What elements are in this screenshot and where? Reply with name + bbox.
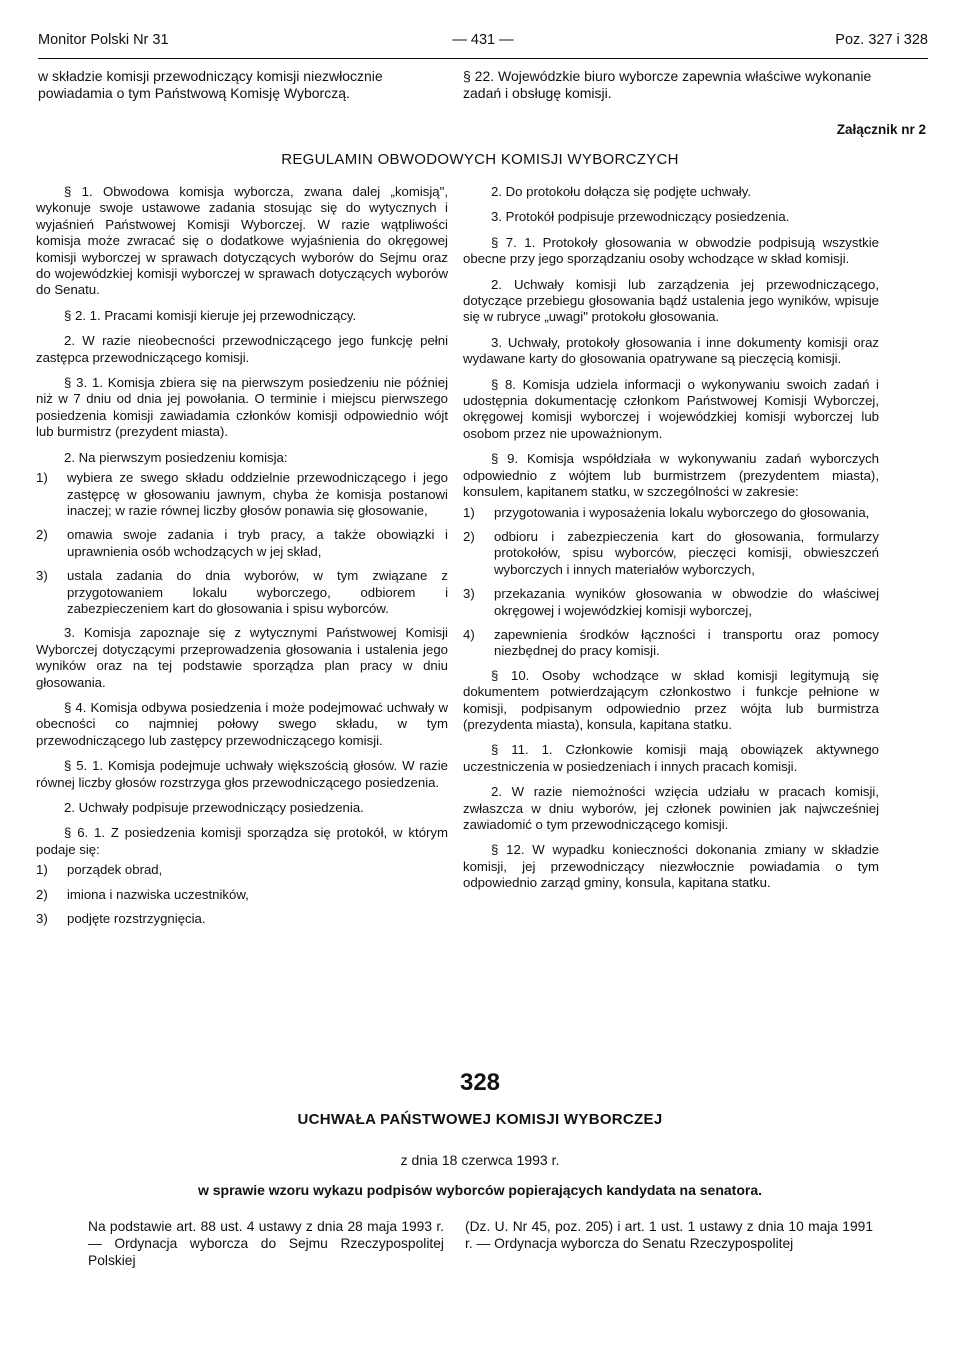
- paragraph: § 5. 1. Komisja podejmuje uchwały większością głosów. W razie równej liczby głosów rozstrzyga głos przewodniczącego posiedzenia.: [36, 758, 448, 790]
- list-item: 2) odbioru i zabezpieczenia kart do głosowania, formularzy protokołów, spisu wyborców, pieczęci komisji, obwieszczeń wyborczych i innych materiałów wyborczych,: [463, 528, 879, 577]
- paragraph: § 1. Obwodowa komisja wyborcza, zwana dalej „komisją", wykonuje swoje ustawowe zadania stosując się do wytycznych i wyjaśnień Państwowej Komisji Wyborczej. W razie wątpliwości komisja może zwracać się o dodatkowe wyjaśnienia do okręgowej komisji wyborczej w sprawach dotyczących wyborów do Sejmu oraz do wojewódzkiej komisji wyborczej w sprawach dotyczących wyborów do Senatu.: [36, 184, 448, 298]
- act-date: z dnia 18 czerwca 1993 r.: [400, 1152, 560, 1168]
- legal-basis-right: (Dz. U. Nr 45, poz. 205) i art. 1 ust. 1 ustawy z dnia 10 maja 1991 r. — Ordynacja wyborcza do Senatu Rzeczypospolitej: [465, 1219, 873, 1251]
- paragraph: 3. Protokół podpisuje przewodniczący posiedzenia.: [491, 209, 790, 225]
- list-item: 3) podjęte rozstrzygnięcia.: [36, 911, 206, 927]
- paragraph: § 9. Komisja współdziała w wykonywaniu zadań wyborczych odpowiednio z wójtem lub burmistrzem (prezydentem miasta), konsulem, kapitanem statku, w szczególności w zakresie:: [463, 451, 879, 500]
- paragraph: 2. W razie nieobecności przewodniczącego jego funkcję pełni zastępca przewodniczącego komisji.: [36, 333, 448, 365]
- paragraph: 2. Uchwały komisji lub zarządzenia jej przewodniczącego, dotyczące przebiegu głosowania bądź ustalenia jego wyników, wpisuje się w rubryce „uwagi" protokołu głosowania.: [463, 276, 879, 325]
- list-item: 4) zapewnienia środków łączności i transportu oraz pomocy niezbędnej do pracy komisji.: [463, 626, 879, 659]
- paragraph: § 11. 1. Członkowie komisji mają obowiązek aktywnego uczestniczenia w posiedzeniach i innych pracach komisji.: [463, 742, 879, 774]
- annex-label: Załącznik nr 2: [836, 122, 926, 137]
- paragraph: § 12. W wypadku konieczności dokonania zmiany w składzie komisji, jej przewodniczący niezwłocznie powiadamia o tym odpowiednio zarząd gminy, konsula, kapitana statku.: [463, 842, 879, 891]
- paragraph: § 8. Komisja udziela informacji o wykonywaniu swoich zadań i udostępnia dokumentację członkom Państwowej Komisji Wyborczej, okręgowej komisji wyborczej i wojewódzkiej komisji wyborczej lub osobom przez nie upoważnionym.: [463, 376, 879, 441]
- continued-text-left: w składzie komisji przewodniczący komisji niezwłocznie powiadamia o tym Państwową Komisję Wyborczą.: [38, 68, 383, 101]
- page-number: — 431 —: [452, 32, 514, 48]
- paragraph: 3. Komisja zapoznaje się z wytycznymi Państwowej Komisji Wyborczej dotyczącymi przeprowadzenia głosowania i ustalenia jego wyników oraz na tej podstawie sporządza plan pracy w dniu głosowania.: [36, 625, 448, 690]
- act-number: 328: [459, 1069, 501, 1096]
- paragraph: 2. W razie niemożności wzięcia udziału w pracach komisji, zwłaszcza w dniu wyborów, jej członek powinien jak najwcześniej zawiadomić o tym przewodniczącego komisji.: [463, 784, 879, 832]
- regulation-title: REGULAMIN OBWODOWYCH KOMISJI WYBORCZYCH: [281, 151, 679, 168]
- paragraph: 3. Uchwały, protokoły głosowania i inne dokumenty komisji oraz wydawane karty do głosowania opatrywane są pieczęcią komisji.: [463, 334, 879, 367]
- list-item: 2) omawia swoje zadania i tryb pracy, a także obowiązki i uprawnienia osób wchodzących w jej skład,: [36, 527, 448, 559]
- header-rule: [38, 58, 928, 59]
- paragraph: § 2. 1. Pracami komisji kieruje jej przewodniczący.: [64, 307, 357, 323]
- paragraph: § 10. Osoby wchodzące w skład komisji legitymują się dokumentem potwierdzającym członkostwo i funkcje pełnione w komisji, podpisanym odpowiednio przez wójta lub burmistrza (prezydenta miasta), konsula, kapitana statku.: [463, 667, 879, 732]
- paragraph: § 3. 1. Komisja zbiera się na pierwszym posiedzeniu nie później niż w 7 dniu od dnia jej powołania. O terminie i miejscu pierwszego posiedzenia komisji zawiadamia członków komisji odpowiednio wójt lub burmistrz (prezydent miasta).: [36, 375, 448, 440]
- list-item: 1) wybiera ze swego składu oddzielnie przewodniczącego i jego zastępcę w głosowaniu jawnym, chyba że komisja postanowi inaczej; w razie równej liczby głosów ponawia się głosowanie,: [36, 470, 448, 518]
- paragraph: 2. Do protokołu dołącza się podjęte uchwały.: [491, 184, 751, 199]
- act-title: UCHWAŁA PAŃSTWOWEJ KOMISJI WYBORCZEJ: [297, 1111, 663, 1128]
- paragraph: § 4. Komisja odbywa posiedzenia i może podejmować uchwały w obecności co najmniej połowy swego składu, w tym przewodniczącego lub zastępcy przewodniczącego komisji.: [36, 699, 448, 748]
- paragraph: § 7. 1. Protokoły głosowania w obwodzie podpisują wszystkie obecne przy jego sporządzaniu osoby wchodzące w skład komisji.: [463, 234, 879, 267]
- paragraph: § 6. 1. Z posiedzenia komisji sporządza się protokół, w którym podaje się:: [36, 825, 448, 857]
- paragraph: 2. Na pierwszym posiedzeniu komisja:: [64, 449, 288, 465]
- list-item: 3) ustala zadania do dnia wyborów, w tym związane z przygotowaniem lokalu wyborczego, odbiorem i zabezpieczeniem kart do głosowania i spisu wyborców.: [36, 568, 448, 616]
- page-header: [38, 32, 928, 56]
- journal-title: Monitor Polski Nr 31: [38, 32, 169, 48]
- legal-basis-left: Na podstawie art. 88 ust. 4 ustawy z dnia 28 maja 1993 r. — Ordynacja wyborcza do Sejmu Rzeczypospolitej Polskiej: [88, 1219, 444, 1268]
- list-item: 1) porządek obrad,: [36, 862, 163, 878]
- list-item: 3) przekazania wyników głosowania w obwodzie do właściwej okręgowej i wojewódzkiej komisji wyborczej,: [463, 586, 879, 618]
- list-item: 1) przygotowania i wyposażenia lokalu wyborczego do głosowania,: [463, 504, 870, 520]
- act-subject: w sprawie wzoru wykazu podpisów wyborców popierających kandydata na senatora.: [197, 1182, 763, 1198]
- left-column: [36, 184, 448, 935]
- list-item: 2) imiona i nazwiska uczestników,: [36, 886, 249, 902]
- paragraph: 2. Uchwały podpisuje przewodniczący posiedzenia.: [64, 800, 364, 815]
- continued-text-right: § 22. Wojewódzkie biuro wyborcze zapewnia właściwe wykonanie zadań i obsługę komisji.: [463, 68, 872, 101]
- position-number: Poz. 327 i 328: [835, 32, 928, 48]
- right-column: [463, 184, 879, 901]
